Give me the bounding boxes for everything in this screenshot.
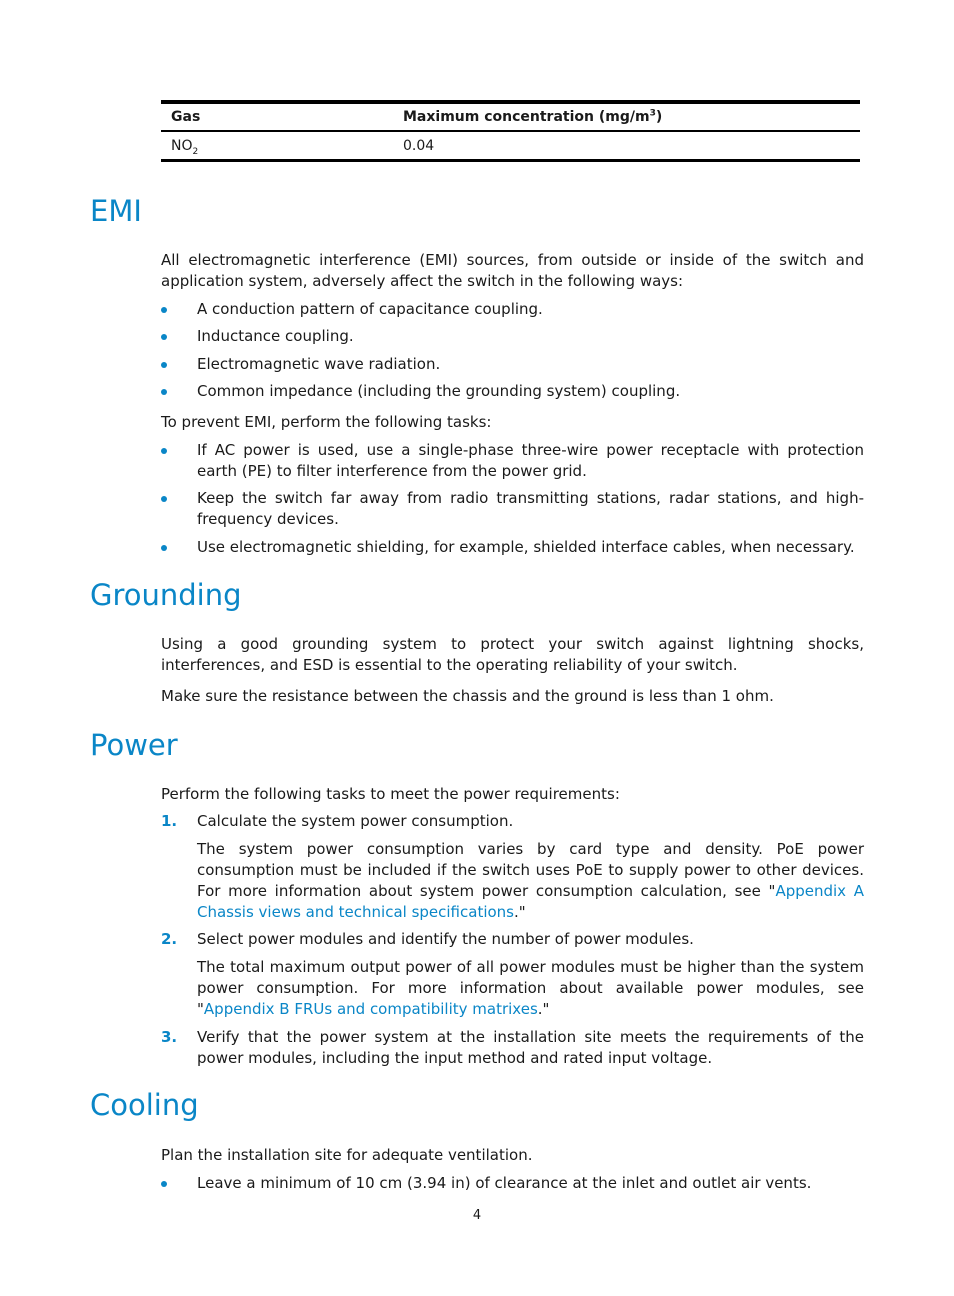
- list-item: Use electromagnetic shielding, for example, shielded interface cables, when necessary.: [161, 537, 864, 558]
- list-item: Keep the switch far away from radio transmitting stations, radar stations, and high-frequency devices.: [161, 488, 864, 530]
- link-appendix-a[interactable]: Appendix A Chassis views and technical specifications: [197, 882, 864, 921]
- cell-value: 0.04: [403, 137, 435, 154]
- grounding-p2: Make sure the resistance between the chassis and the ground is less than 1 ohm.: [161, 687, 774, 705]
- step-number: 2.: [161, 930, 178, 948]
- step-number: 3.: [161, 1028, 178, 1046]
- list-item: Leave a minimum of 10 cm (3.94 in) of clearance at the inlet and outlet air vents.: [161, 1173, 864, 1194]
- step-number: 1.: [161, 812, 178, 830]
- bullet-icon: [161, 448, 167, 454]
- gas-concentration-table: [161, 100, 860, 162]
- step-item: 2. Select power modules and identify the number of power modules.: [161, 930, 694, 948]
- emi-intro: All electromagnetic interference (EMI) sources, from outside or inside of the switch and application system, adversely affect the switch in the following ways:: [161, 251, 864, 290]
- header-max-concentration: Maximum concentration $(mg/m^3)$: [403, 108, 663, 125]
- page-number: 4: [472, 1208, 482, 1223]
- bullet-icon: [161, 1181, 167, 1187]
- heading-grounding: Grounding: [90, 578, 242, 612]
- link-appendix-b[interactable]: Appendix B FRUs and compatibility matrixes: [203, 1000, 538, 1018]
- step-detail: The system power consumption varies by card type and density. PoE power consumption must be included if the switch uses PoE to supply power to other devices. For more information about system power consumption calculation, see "Appendix A Chassis views and technical specifications.": [197, 840, 864, 921]
- emi-prevent-intro: To prevent EMI, perform the following tasks:: [161, 413, 492, 431]
- header-gas: Gas: [171, 109, 201, 125]
- bullet-icon: [161, 389, 167, 395]
- bullet-icon: [161, 496, 167, 502]
- bullet-icon: [161, 362, 167, 368]
- bullet-icon: [161, 334, 167, 340]
- list-item: A conduction pattern of capacitance coupling.: [161, 299, 864, 320]
- list-item: Common impedance (including the grounding system) coupling.: [161, 381, 864, 402]
- heading-power: Power: [90, 728, 178, 762]
- bullet-icon: [161, 307, 167, 313]
- power-intro: Perform the following tasks to meet the power requirements:: [161, 785, 620, 803]
- bullet-icon: [161, 545, 167, 551]
- step-detail: The total maximum output power of all power modules must be higher than the system power consumption. For more information about available power modules, see "Appendix B FRUs and compatibility matrixes.": [197, 958, 864, 1018]
- step-item: 1. Calculate the system power consumption.: [161, 812, 514, 830]
- cooling-intro: Plan the installation site for adequate ventilation.: [161, 1146, 533, 1164]
- heading-cooling: Cooling: [90, 1088, 199, 1122]
- table-row: [161, 132, 860, 159]
- list-item: If AC power is used, use a single-phase three-wire power receptacle with protection earth (PE) to filter interference from the power grid.: [161, 440, 864, 482]
- list-item: Inductance coupling.: [161, 326, 864, 347]
- step-item: 3. Verify that the power system at the installation site meets the requirements of the power modules, including the input method and rated input voltage.: [161, 1028, 864, 1067]
- cell-gas: $NO_2$: [171, 137, 199, 157]
- list-item: Electromagnetic wave radiation.: [161, 354, 864, 375]
- grounding-p1: Using a good grounding system to protect your switch against lightning shocks, interferences, and ESD is essential to the operating reliability of your switch.: [161, 635, 864, 674]
- heading-emi: EMI: [90, 194, 142, 228]
- table-header-row: [161, 104, 860, 132]
